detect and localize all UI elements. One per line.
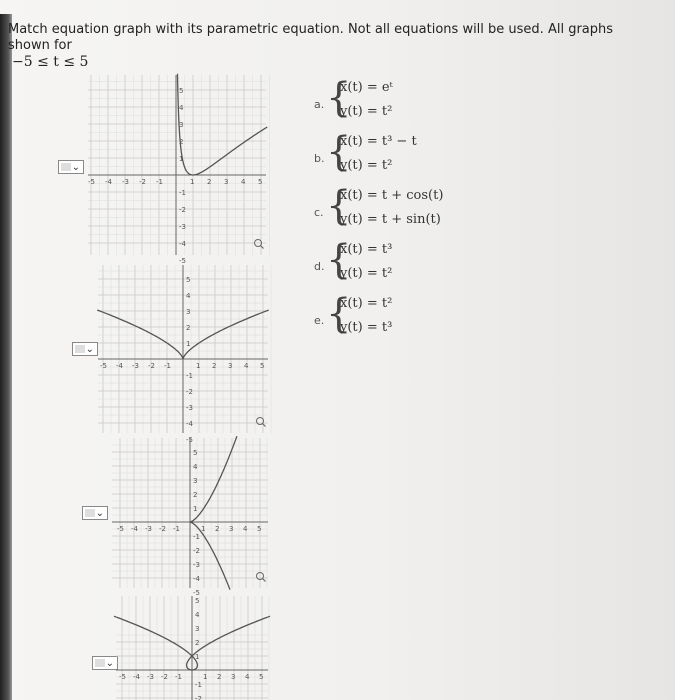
x-tick-label: 3 — [229, 525, 234, 533]
zoom-icon-handle — [263, 579, 266, 582]
y-tick-label: -3 — [186, 404, 193, 412]
x-tick-label: 5 — [259, 673, 264, 681]
x-tick-label: -3 — [147, 673, 154, 681]
y-tick-label: 4 — [179, 104, 184, 112]
y-tick-label: -1 — [193, 533, 200, 541]
x-tick-label: -5 — [119, 673, 126, 681]
x-tick-label: 3 — [231, 673, 236, 681]
x-tick-label: 4 — [244, 362, 249, 370]
equation-y: y(t) = t² — [340, 158, 393, 173]
y-tick-label: 3 — [195, 625, 200, 633]
equation-x: x(t) = t³ − t — [340, 134, 417, 149]
y-tick-label: -1 — [186, 372, 193, 380]
question-text: Match equation graph with its parametric equation. Not all equations will be used. All graphs shown for — [8, 22, 614, 53]
equation-label: a. — [314, 98, 325, 111]
y-tick-label: -1 — [179, 189, 186, 197]
y-tick-label: -5 — [179, 257, 186, 265]
graph-2-answer-select[interactable] — [72, 342, 98, 356]
x-tick-label: 5 — [257, 525, 262, 533]
x-tick-label: -5 — [117, 525, 124, 533]
x-tick-label: -3 — [132, 362, 139, 370]
graph-4 — [116, 596, 268, 700]
y-tick-label: 3 — [193, 477, 198, 485]
y-tick-label: -1 — [195, 681, 202, 689]
y-tick-label: 1 — [193, 505, 198, 513]
x-tick-label: -2 — [161, 673, 168, 681]
x-tick-label: 2 — [207, 178, 212, 186]
equation-x: x(t) = t³ — [340, 242, 393, 257]
x-tick-label: 1 — [190, 178, 195, 186]
y-tick-label: 3 — [179, 121, 184, 129]
graph-3-answer-select[interactable] — [82, 506, 108, 520]
y-tick-label: -5 — [186, 436, 193, 444]
y-tick-label: 4 — [193, 463, 198, 471]
y-tick-label: 2 — [179, 138, 184, 146]
equation-x: x(t) = t² — [340, 296, 393, 311]
chevron-down-icon: ⌄ — [71, 162, 80, 173]
y-tick-label: -2 — [195, 695, 202, 700]
screen-bezel — [0, 14, 12, 700]
question-prompt — [8, 22, 628, 71]
graph-2 — [98, 265, 268, 444]
equation-label: b. — [314, 152, 325, 165]
y-tick-label: 2 — [186, 324, 191, 332]
y-tick-label: 1 — [186, 340, 191, 348]
y-tick-label: -4 — [193, 575, 200, 583]
x-tick-label: -3 — [122, 178, 129, 186]
x-tick-label: -3 — [145, 525, 152, 533]
x-tick-label: 4 — [241, 178, 246, 186]
y-tick-label: 5 — [195, 597, 200, 605]
y-tick-label: -4 — [186, 420, 193, 428]
x-tick-label: 5 — [258, 178, 263, 186]
y-tick-label: 5 — [179, 87, 184, 95]
x-tick-label: -4 — [133, 673, 140, 681]
y-tick-label: -5 — [193, 589, 200, 597]
chevron-down-icon: ⌄ — [85, 344, 94, 355]
chevron-down-icon: ⌄ — [105, 658, 114, 669]
equation-label: d. — [314, 260, 325, 273]
y-tick-label: -3 — [179, 223, 186, 231]
x-tick-label: 1 — [196, 362, 201, 370]
graph-1-answer-select[interactable] — [58, 160, 84, 174]
x-tick-label: -5 — [88, 178, 95, 186]
y-tick-label: -4 — [179, 240, 186, 248]
x-tick-label: 1 — [201, 525, 206, 533]
graph-curve — [178, 74, 268, 175]
equation-label: c. — [314, 206, 324, 219]
x-tick-label: -2 — [159, 525, 166, 533]
y-tick-label: -2 — [193, 547, 200, 555]
x-tick-label: -5 — [100, 362, 107, 370]
equation-y: y(t) = t² — [340, 104, 393, 119]
equation-x: x(t) = t + cos(t) — [340, 188, 444, 203]
x-tick-label: -2 — [148, 362, 155, 370]
x-tick-label: -1 — [175, 673, 182, 681]
y-tick-label: 2 — [193, 491, 198, 499]
question-range: −5 ≤ t ≤ 5 — [12, 54, 89, 70]
graph-3 — [112, 438, 268, 597]
x-tick-label: 2 — [212, 362, 217, 370]
x-tick-label: 4 — [245, 673, 250, 681]
x-tick-label: -1 — [173, 525, 180, 533]
y-tick-label: -3 — [193, 561, 200, 569]
y-tick-label: 1 — [179, 155, 184, 163]
y-tick-label: 4 — [195, 611, 200, 619]
x-tick-label: 2 — [217, 673, 222, 681]
x-tick-label: -4 — [116, 362, 123, 370]
y-tick-label: 3 — [186, 308, 191, 316]
x-tick-label: 3 — [224, 178, 229, 186]
x-tick-label: 1 — [203, 673, 208, 681]
x-tick-label: -4 — [131, 525, 138, 533]
x-tick-label: -4 — [105, 178, 112, 186]
x-tick-label: 2 — [215, 525, 220, 533]
y-tick-label: 1 — [195, 653, 200, 661]
equation-y: y(t) = t³ — [340, 320, 393, 335]
x-tick-label: -1 — [164, 362, 171, 370]
x-tick-label: 5 — [260, 362, 265, 370]
graph-4-answer-select[interactable] — [92, 656, 118, 670]
equation-label: e. — [314, 314, 325, 327]
y-tick-label: 4 — [186, 292, 191, 300]
x-tick-label: 3 — [228, 362, 233, 370]
y-tick-label: 2 — [195, 639, 200, 647]
graph-1 — [88, 75, 266, 265]
y-tick-label: -2 — [186, 388, 193, 396]
chevron-down-icon: ⌄ — [95, 508, 104, 519]
equation-y: y(t) = t² — [340, 266, 393, 281]
x-tick-label: 4 — [243, 525, 248, 533]
equation-y: y(t) = t + sin(t) — [340, 212, 441, 227]
y-tick-label: -2 — [179, 206, 186, 214]
equation-x: x(t) = eᵗ — [340, 80, 393, 95]
zoom-icon — [257, 418, 264, 425]
x-tick-label: -2 — [139, 178, 146, 186]
y-tick-label: 5 — [193, 449, 198, 457]
y-tick-label: 5 — [186, 276, 191, 284]
x-tick-label: -1 — [156, 178, 163, 186]
